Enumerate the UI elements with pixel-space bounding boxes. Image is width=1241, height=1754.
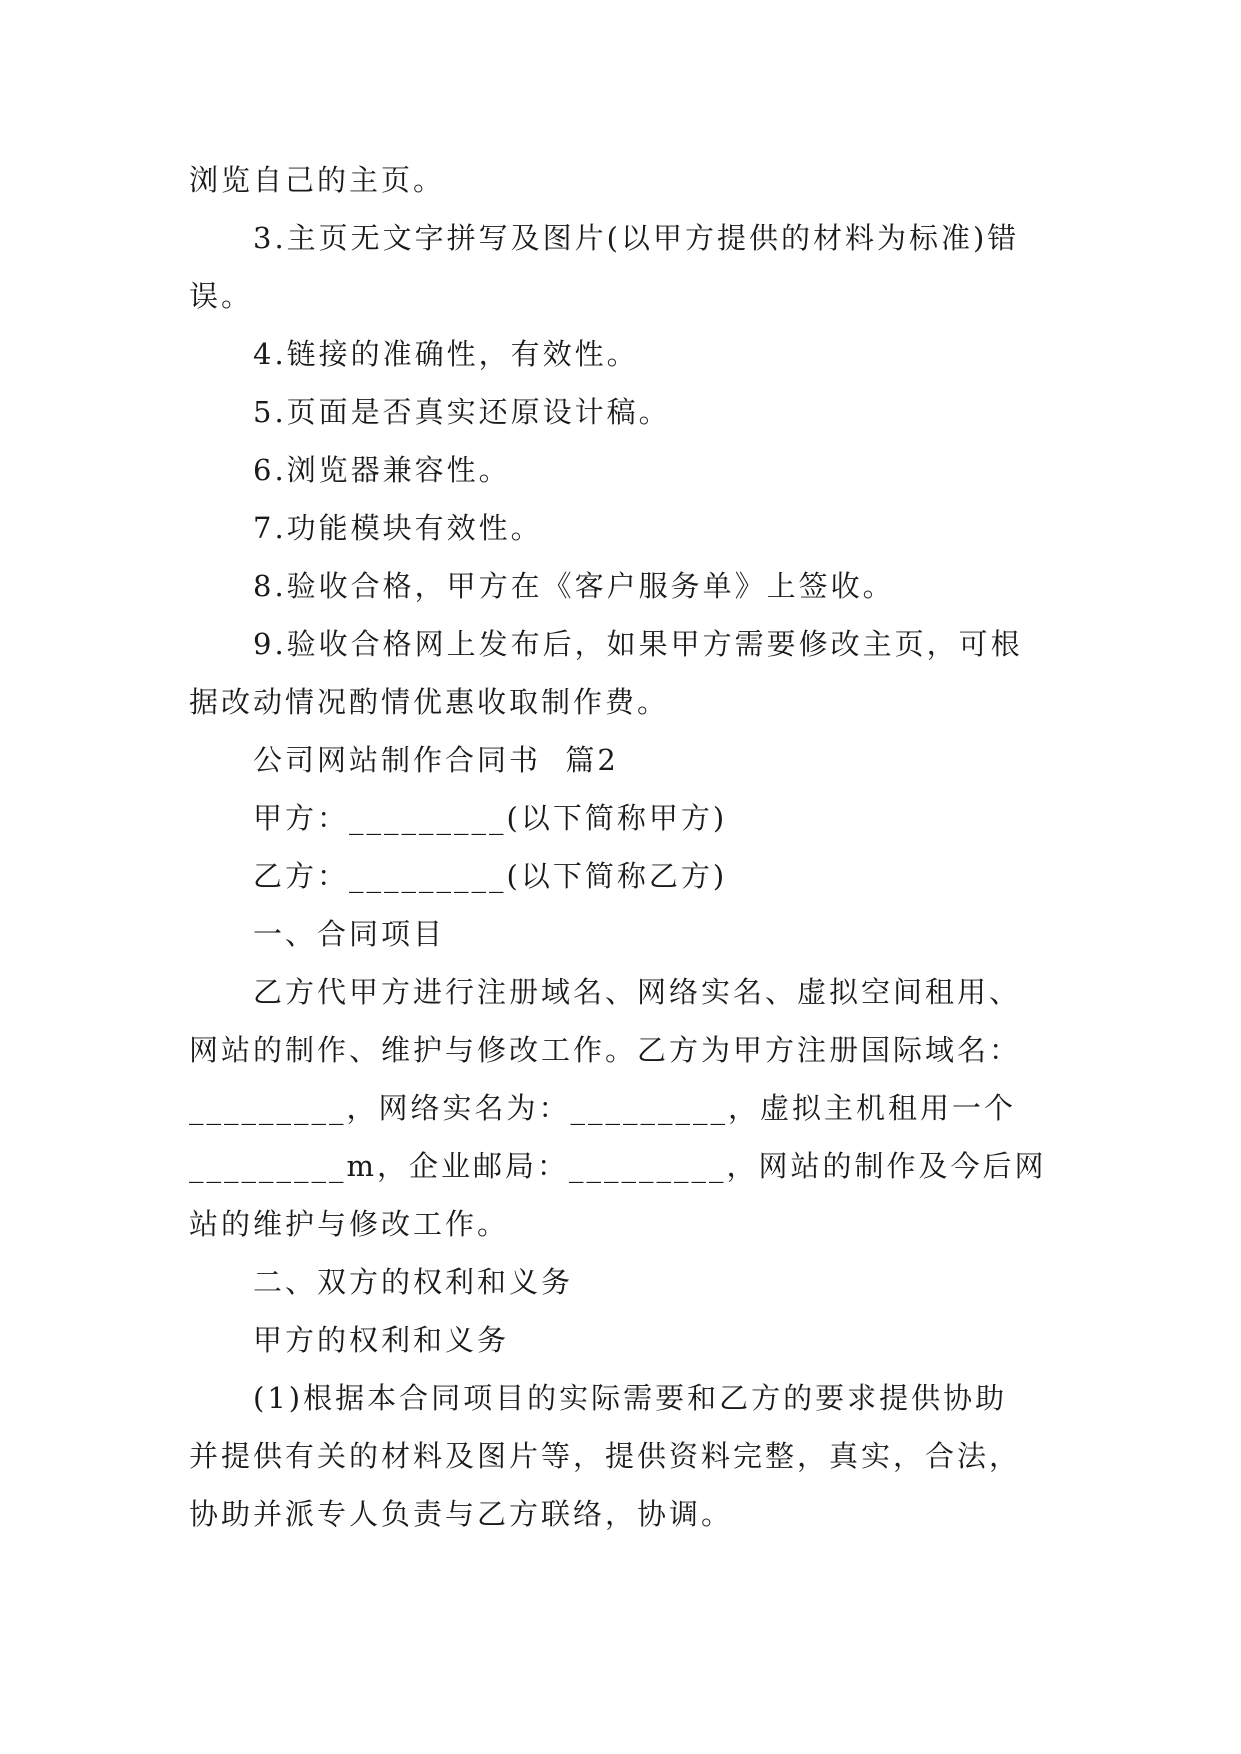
list-item: 9.验收合格网上发布后，如果甲方需要修改主页，可根 — [253, 627, 1023, 661]
subsection-heading: 甲方的权利和义务 — [253, 1323, 510, 1357]
paragraph-line: 并提供有关的材料及图片等，提供资料完整，真实，合法， — [189, 1439, 1022, 1473]
paragraph-line: _________m，企业邮局：_________，网站的制作及今后网 — [189, 1149, 1047, 1183]
document-body — [189, 151, 1051, 1543]
paragraph-line: 网站的制作、维护与修改工作。乙方为甲方注册国际域名： — [189, 1033, 1022, 1067]
paragraph-line: 站的维护与修改工作。 — [189, 1207, 510, 1241]
list-item: 4.链接的准确性，有效性。 — [253, 337, 639, 371]
paragraph-line: (1)根据本合同项目的实际需要和乙方的要求提供协助 — [253, 1381, 1008, 1415]
list-item: 8.验收合格，甲方在《客户服务单》上签收。 — [253, 569, 895, 603]
list-item: 3.主页无文字拼写及图片(以甲方提供的材料为标准)错 — [253, 221, 1020, 255]
list-item: 6.浏览器兼容性。 — [253, 453, 511, 487]
section-heading: 一、合同项目 — [253, 917, 446, 951]
paragraph-line: _________，网络实名为：_________，虚拟主机租用一个 — [189, 1091, 1017, 1125]
body-line: 误。 — [189, 279, 254, 313]
body-line: 据改动情况酌情优惠收取制作费。 — [189, 685, 670, 719]
section-heading: 二、双方的权利和义务 — [253, 1265, 574, 1299]
party-a-line: 甲方：_________(以下简称甲方) — [253, 801, 728, 835]
paragraph-line: 乙方代甲方进行注册域名、网络实名、虚拟空间租用、 — [253, 975, 1022, 1009]
list-item: 7.功能模块有效性。 — [253, 511, 543, 545]
body-line: 浏览自己的主页。 — [189, 163, 446, 197]
party-b-line: 乙方：_________(以下简称乙方) — [253, 859, 728, 893]
section-title: 公司网站制作合同书 篇2 — [253, 743, 619, 777]
list-item: 5.页面是否真实还原设计稿。 — [253, 395, 671, 429]
paragraph-line: 协助并派专人负责与乙方联络，协调。 — [189, 1497, 734, 1531]
